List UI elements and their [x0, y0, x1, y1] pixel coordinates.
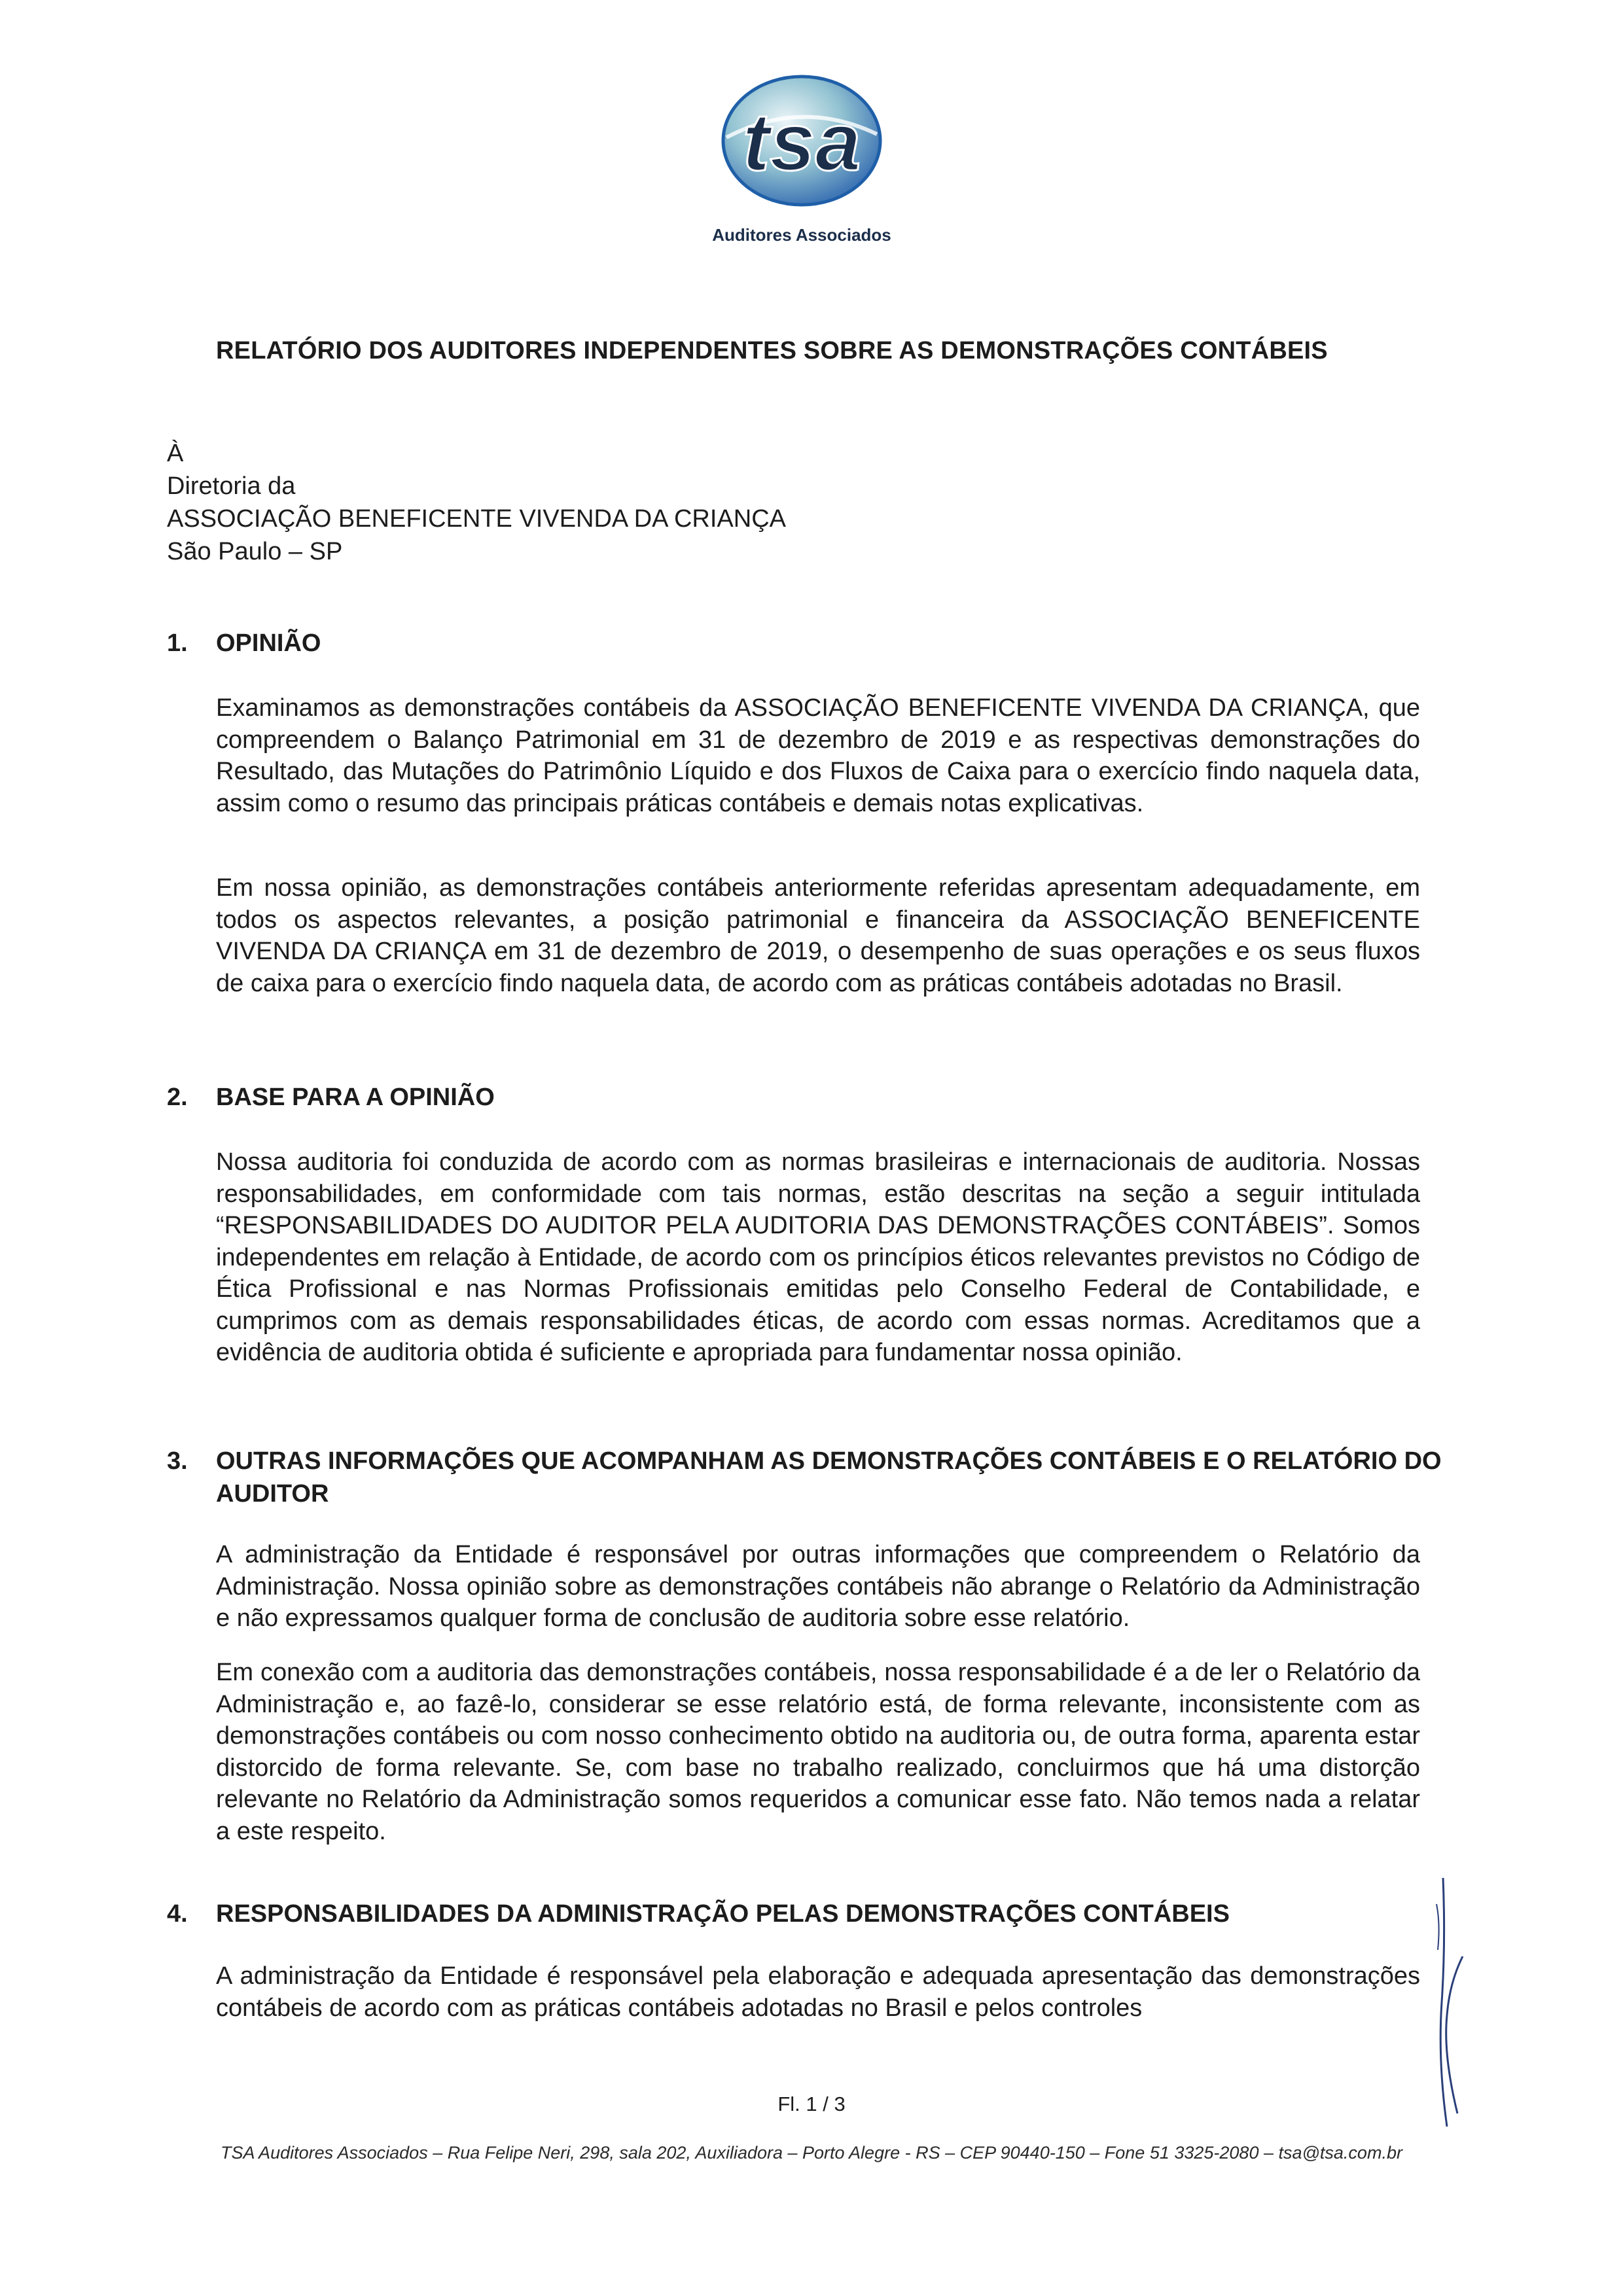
paragraph: Nossa auditoria foi conduzida de acordo com as normas brasileiras e internacionais de auditoria. Nossas responsabilidades, em conformidade com tais normas, estão descritas na seção a seguir intitulada “RESPONSABILIDADES DO AUDITOR PELA AUDITORIA DAS DEMONSTRAÇÕES CONTÁBEIS”. Somos independentes em relação à Entidade, de acordo com os princípios éticos relevantes previstos no Código de Ética Profissional e nas Normas Profissionais emitidas pelo Conselho Federal de Contabilidade, e cumprimos com as demais responsabilidades éticas, de acordo com essas normas. Acreditamos que a evidência de auditoria obtida é suficiente e apropriada para fundamentar nossa opinião.: [216, 1148, 1420, 1366]
section-heading-outras-informacoes: [167, 1445, 1443, 1510]
tsa-logo-graphic: [681, 72, 923, 249]
addressee-line: Diretoria da: [167, 472, 296, 500]
addressee-line: ASSOCIAÇÃO BENEFICENTE VIVENDA DA CRIANÇA: [167, 505, 786, 533]
section-title: OPINIÃO: [216, 629, 321, 657]
section-heading-base-opiniao: [167, 1081, 1443, 1114]
section-heading-responsabilidades-administracao: [167, 1898, 1443, 1930]
paragraph: Em conexão com a auditoria das demonstrações contábeis, nossa responsabilidade é a de ler o Relatório da Administração e, ao fazê-lo, considerar se esse relatório está, de forma relevante, inconsistente com as demonstrações contábeis ou com nosso conhecimento obtido na auditoria ou, de outra forma, aparenta estar distorcido de forma relevante. Se, com base no trabalho realizado, concluirmos que há uma distorção relevante no Relatório da Administração somos requeridos a comunicar esse fato. Não temos nada a relatar a este respeito.: [216, 1659, 1420, 1845]
document-title: RELATÓRIO DOS AUDITORES INDEPENDENTES SOBRE AS DEMONSTRAÇÕES CONTÁBEIS: [216, 337, 1328, 364]
paragraph: A administração da Entidade é responsável por outras informações que compreendem o Relatório da Administração. Nossa opinião sobre as demonstrações contábeis não abrange o Relatório da Administração e não expressamos qualquer forma de conclusão de auditoria sobre esse relatório.: [216, 1541, 1420, 1632]
paragraph: Em nossa opinião, as demonstrações contábeis anteriormente referidas apresentam adequadamente, em todos os aspectos relevantes, a posição patrimonial e financeira da ASSOCIAÇÃO BENEFICENTE VIVENDA DA CRIANÇA em 31 de dezembro de 2019, o desempenho de suas operações e os seus fluxos de caixa para o exercício findo naquela data, de acordo com as práticas contábeis adotadas no Brasil.: [216, 874, 1420, 997]
section-number: 4.: [167, 1900, 188, 1928]
footer-contact: TSA Auditores Associados – Rua Felipe Neri, 298, sala 202, Auxiliadora – Porto Alegre - RS – CEP 90440-150 – Fone 51 3325-2080 – tsa@tsa.com.br: [221, 2143, 1402, 2163]
tsa-logo: [681, 72, 923, 249]
section-number: 1.: [167, 629, 188, 657]
section-heading-opiniao: [167, 627, 1443, 660]
addressee-line: São Paulo – SP: [167, 538, 343, 565]
logo-subtitle: Auditores Associados: [712, 225, 891, 245]
section-title: RESPONSABILIDADES DA ADMINISTRAÇÃO PELAS DEMONSTRAÇÕES CONTÁBEIS: [216, 1900, 1230, 1928]
addressee-line: À: [167, 440, 184, 467]
logo-wordmark: tsa: [742, 97, 861, 188]
section-title: OUTRAS INFORMAÇÕES QUE ACOMPANHAM AS DEMONSTRAÇÕES CONTÁBEIS E O RELATÓRIO DO AUDITOR: [216, 1447, 1442, 1508]
page-number: Fl. 1 / 3: [777, 2093, 846, 2115]
section-number: 3.: [167, 1447, 188, 1475]
section-title: BASE PARA A OPINIÃO: [216, 1084, 495, 1111]
paragraph: Examinamos as demonstrações contábeis da ASSOCIAÇÃO BENEFICENTE VIVENDA DA CRIANÇA, que compreendem o Balanço Patrimonial em 31 de dezembro de 2019 e as respectivas demonstrações do Resultado, das Mutações do Patrimônio Líquido e dos Fluxos de Caixa para o exercício findo naquela data, assim como o resumo das principais práticas contábeis e demais notas explicativas.: [216, 694, 1420, 817]
section-number: 2.: [167, 1084, 188, 1111]
addressee-block: [167, 437, 786, 568]
paragraph: A administração da Entidade é responsável pela elaboração e adequada apresentação das demonstrações contábeis de acordo com as práticas contábeis adotadas no Brasil e pelos controles: [216, 1962, 1420, 2022]
